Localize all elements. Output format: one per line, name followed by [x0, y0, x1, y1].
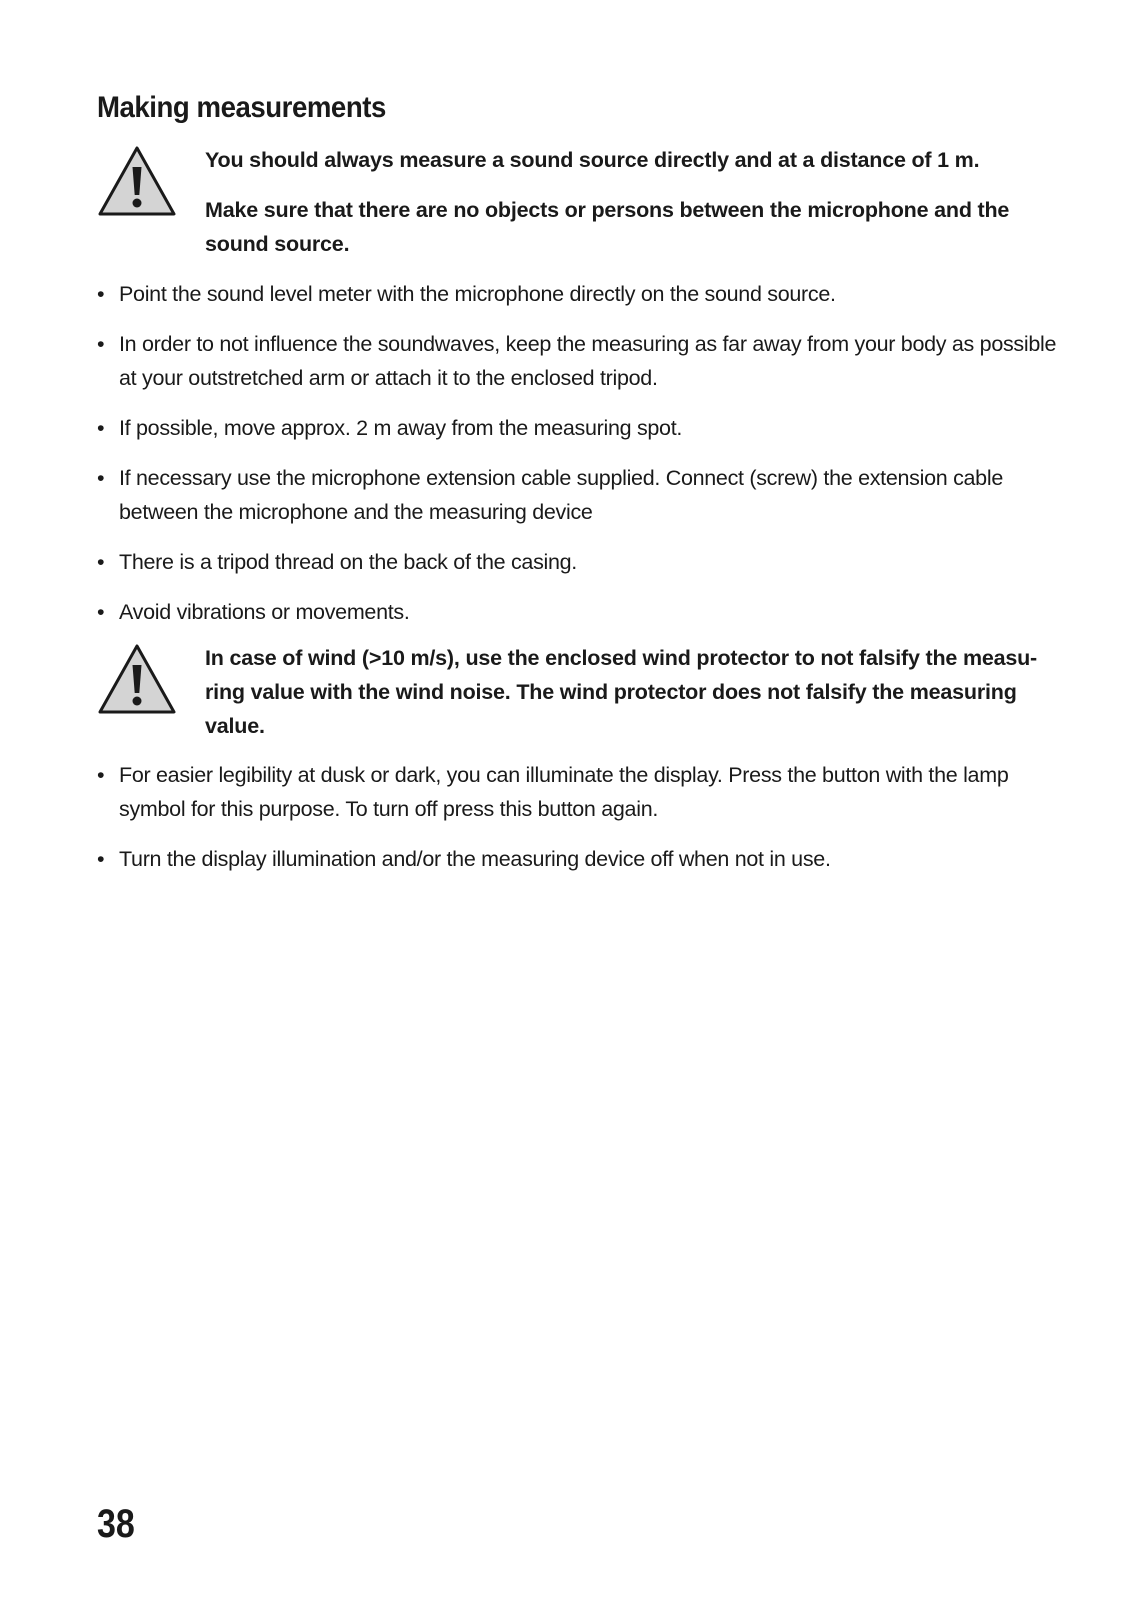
warning-triangle-icon [97, 145, 177, 217]
list-item [97, 327, 1057, 395]
warning-line: You should always measure a sound source directly and at a distance of 1 m. [205, 148, 980, 172]
warning-block-wind [97, 641, 1077, 761]
bullet-dot: • [97, 282, 105, 306]
list-item-text: Avoid vibrations or movements. [119, 600, 410, 624]
bullet-dot: • [97, 416, 105, 440]
list-item-text: There is a tripod thread on the back of the casing. [119, 550, 577, 574]
list-item [97, 758, 1057, 826]
instruction-list [97, 758, 1057, 892]
page-number: 38 [97, 1502, 135, 1546]
warning-block-distance [97, 143, 1077, 263]
list-item-text: If necessary use the microphone extension cable supplied. Connect (screw) the extension cable between the microphone and the measuring device [119, 466, 1003, 524]
bullet-dot: • [97, 466, 105, 490]
bullet-dot: • [97, 550, 105, 574]
warning-text [205, 143, 1075, 277]
bullet-dot: • [97, 847, 105, 871]
list-item [97, 461, 1057, 529]
list-item-text: If possible, move approx. 2 m away from the measuring spot. [119, 416, 683, 440]
warning-triangle-icon [97, 643, 177, 715]
list-item-text: Turn the display illumination and/or the measuring device off when not in use. [119, 847, 831, 871]
list-item [97, 411, 1057, 445]
warning-line: Make sure that there are no objects or persons between the microphone and the sound source. [205, 198, 1010, 256]
list-item [97, 595, 1057, 629]
list-item [97, 842, 1057, 876]
list-item-text: For easier legibility at dusk or dark, you can illuminate the display. Press the button with the lamp symbol for this purpose. To turn off press this button again. [119, 763, 1009, 821]
instruction-list [97, 277, 1057, 645]
warning-text [205, 641, 1075, 759]
warning-line: In case of wind (>10 m/s), use the enclosed wind protector to not falsify the measu-ring value with the wind noise. The wind protector does not falsify the measuring value. [205, 646, 1038, 738]
list-item-text: Point the sound level meter with the microphone directly on the sound source. [119, 282, 836, 306]
bullet-dot: • [97, 763, 105, 787]
list-item [97, 545, 1057, 579]
bullet-dot: • [97, 332, 105, 356]
list-item [97, 277, 1057, 311]
bullet-dot: • [97, 600, 105, 624]
section-heading: Making measurements [97, 91, 386, 124]
list-item-text: In order to not influence the soundwaves, keep the measuring as far away from your body as possible at your outstretched arm or attach it to the enclosed tripod. [119, 332, 1057, 390]
